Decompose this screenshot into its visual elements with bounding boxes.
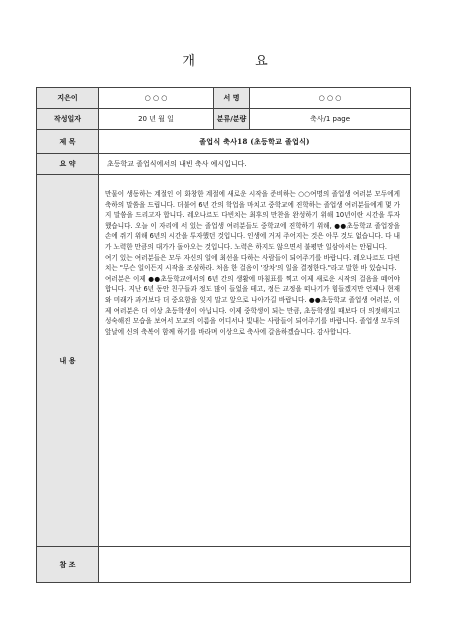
content-text xyxy=(99,175,410,337)
book-title-value: ○ ○ ○ xyxy=(250,88,411,109)
summary-value: 초등학교 졸업식에서의 내빈 축사 예시입니다. xyxy=(99,154,411,175)
summary-label: 요 약 xyxy=(37,154,99,175)
content-label: 내 용 xyxy=(37,175,99,547)
document-title: 개 요 xyxy=(182,54,296,69)
subject-value: 졸업식 축사18 (초등학교 졸업식) xyxy=(99,130,411,154)
author-label: 지은이 xyxy=(37,88,99,109)
book-title-label: 서 명 xyxy=(214,88,250,109)
content-cell xyxy=(99,175,411,547)
content-paragraph: 여러분은 이제 ●●초등학교에서의 6년 간의 생활에 마침표를 찍고 이제 새로운 시작의 걸음을 떼어야 합니다. 지난 6년 동안 친구들과 정도 많이 들었을 테고, 정든 교정을 떠나기가 힘들겠지만 언제나 현재와 미래가 과거보다 더 중요함을 잊지 말고 앞으로 나아가길 바랍니다. ●●초등학교 졸업생 여러분, 이제 여러분은 더 이상 초등학생이 아닙니다. 이제 중학생이 되는 만큼, 초등학생일 때보다 더 의젓해지고 성숙해진 모습을 보여서 모교의 이름을 어디서나 빛내는 사람들이 되어주기를 바랍니다. 졸업생 모두의 앞날에 신의 축복이 함께 하기를 바라며 이상으로 축사에 갈음하겠습니다. 감사합니다. xyxy=(105,274,400,336)
category-value: 축사/1 page xyxy=(250,109,411,130)
content-paragraph: 여기 있는 여러분들은 모두 자신의 일에 최선을 다하는 사람들이 되어주기를 바랍니다. 레오나르도 다빈치는 "무슨 일이든지 시작을 조심하라. 처음 한 걸음이 '장차'의 일을 결정한다."라고 말한 바 있습니다. xyxy=(105,253,400,273)
content-paragraph: 만물이 생동하는 계절인 이 화창한 계절에 새로운 시작을 준비하는 ○○여명의 졸업생 여러분 모두에게 축하의 말씀을 드립니다. 더불어 6년 간의 학업을 마치고 중학교에 진학하는 졸업생 여러분들에게 몇 가지 말씀을 드리고자 합니다. 레오나르도 다빈치는 최후의 만찬을 완성하기 위해 10년이란 시간을 투자했습니다. 오늘 이 자리에 서 있는 졸업생 여러분들도 중학교에 진학하기 위해, ●●초등학교 졸업장을 손에 쥐기 위해 6년의 시간을 투자했던 것입니다. 인생에 거저 주어지는 것은 아무 것도 없습니다. 다 내가 노력한 만큼의 대가가 돌아오는 것입니다. 노력은 하지도 않으면서 불평만 일삼아서는 안됩니다. xyxy=(105,190,400,251)
date-value: 20 년 월 일 xyxy=(99,109,214,130)
category-label: 분류/분량 xyxy=(214,109,250,130)
reference-value xyxy=(99,547,411,583)
summary-form xyxy=(36,87,411,583)
author-value: ○ ○ ○ xyxy=(99,88,214,109)
reference-label: 참 조 xyxy=(37,547,99,583)
subject-label: 제 목 xyxy=(37,130,99,154)
date-label: 작성일자 xyxy=(37,109,99,130)
